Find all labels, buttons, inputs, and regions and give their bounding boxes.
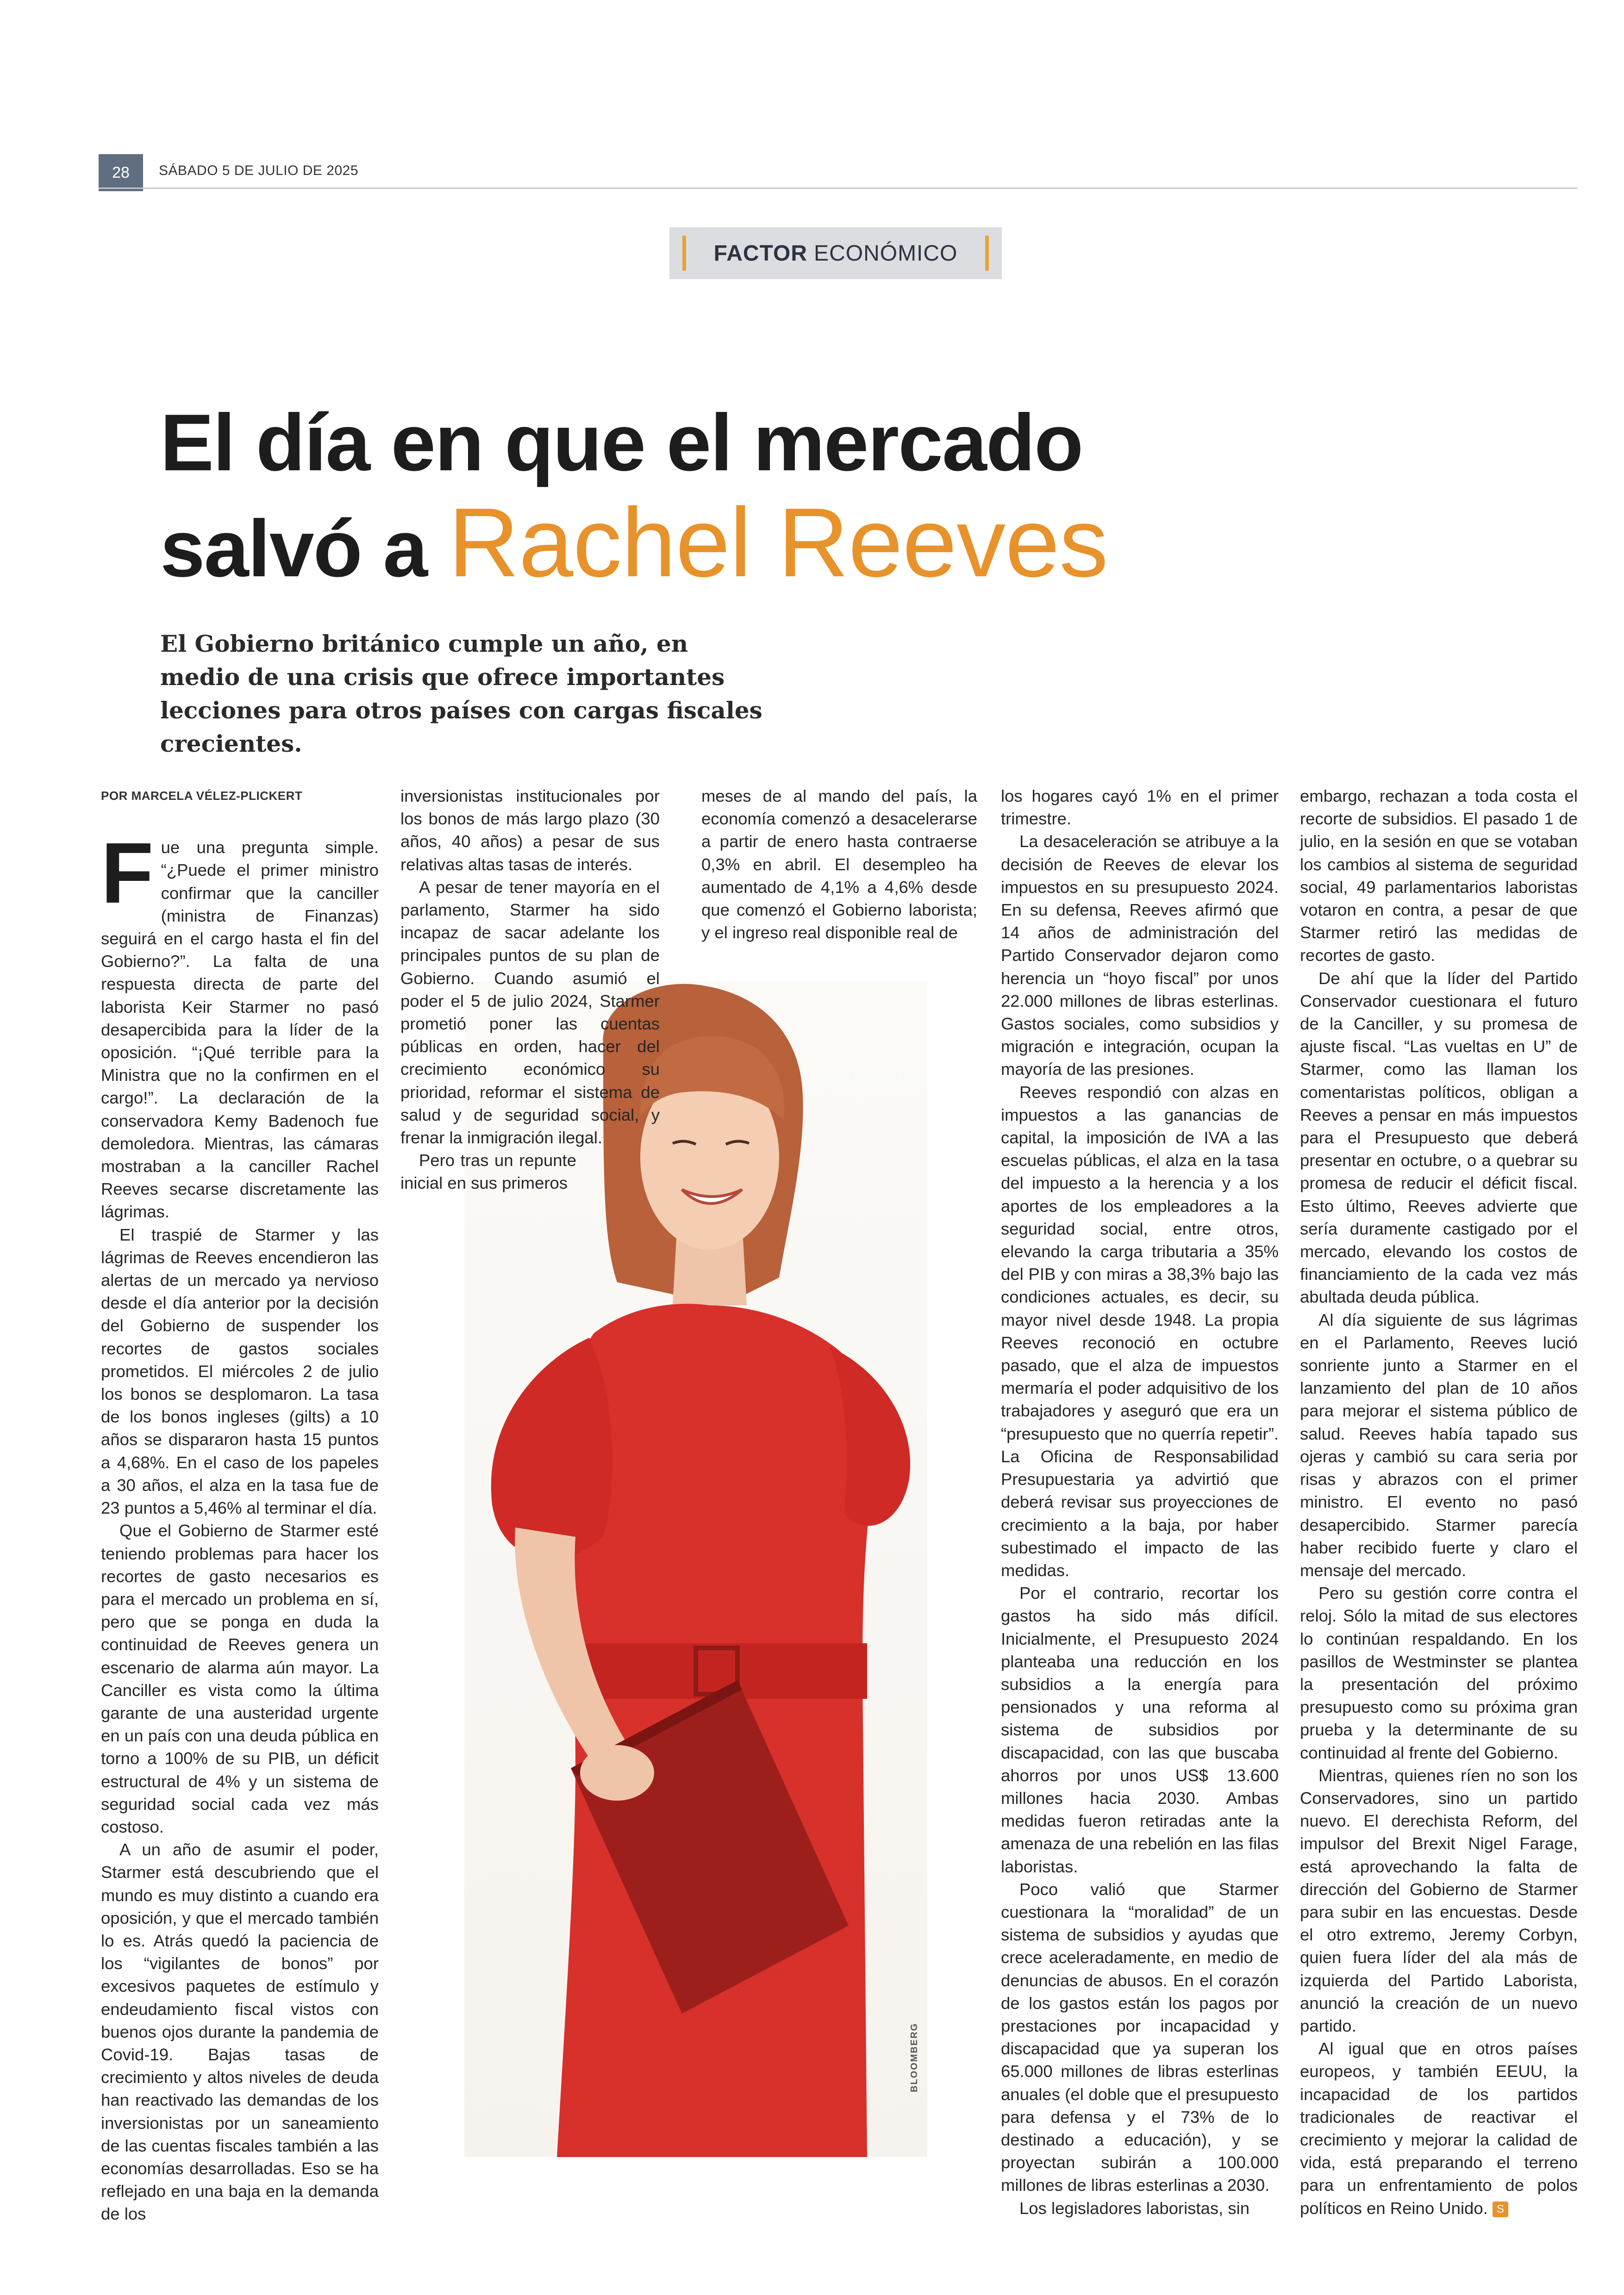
paragraph: Poco valió que Starmer cuestionara la “moralidad” de un sistema de subsidios y ayudas que crece aceleradamente, en medio de denuncias de abusos. En el corazón de los gastos están los pagos por prestaciones por incapacidad y discapacidad que ya superan los 65.000 millones de libras esterlinas anuales (el doble que el presupuesto para defensa y el 73% de lo destinado a educación), y se proyectan subirán a 100.000 millones de libras esterlinas a 2030. [1001,1879,1279,2195]
paragraph: los hogares cayó 1% en el primer trimestre. [1001,786,1279,829]
headline-line1: El día en que el mercado [160,397,1083,487]
section-tag-left-bar [682,236,686,271]
column-4 [1001,785,1279,2220]
header-divider [99,187,1578,189]
paragraph: inversionistas institucionales por los bonos de más largo plazo (30 años, 40 años) a pesar de sus relativas altas tasas de interés. [400,786,660,874]
paragraph: Los legisladores laboristas, sin [1019,2198,1250,2218]
headline-line2-plain: salvó a [160,503,449,593]
section-tag [669,227,1002,279]
section-tag-bold: FACTOR [713,241,808,266]
paragraph: Pero su gestión corre contra el reloj. Sólo la mitad de sus electores lo continúan respaldando. En los pasillos de Westminster se plantea la presentación del próximo presupuesto como su próxima gran prueba y la determinante de su continuidad al frente del Gobierno. [1300,1584,1578,1762]
paragraph [1300,2037,1578,2220]
hand [580,1745,654,1801]
headline-accent: Rachel Reeves [448,487,1108,597]
paragraph-text: Al igual que en otros países europeos, y también EEUU, la incapacidad de los partidos tradicionales de reactivar el crecimiento y mejorar la calidad de vida, está preparando el terreno para un enfrentamiento de polos políticos en Reino Unido. [1300,2039,1578,2218]
paragraph: De ahí que la líder del Partido Conservador cuestionara el futuro de la Canciller, y su promesa de ajuste fiscal. “Las vueltas en U” de Starmer, como las llaman los comentaristas políticos, obligan a Reeves a pensar en más impuestos para el Presupuesto que deberá presentar en octubre, o a quebrar su promesa de reducir el déficit fiscal. Esto último, Reeves advierte que sería duramente castigado por el mercado, elevando los costos de financiamiento de la cada vez más abultada deuda pública. [1300,968,1578,1307]
issue-date: SÁBADO 5 DE JULIO DE 2025 [159,163,359,178]
paragraph [101,825,379,1223]
paragraph: meses de al mando del país, la economía comenzó a desacelerarse a partir de enero hasta contraerse 0,3% en abril. El desempleo ha aumentado de 4,1% a 4,6% desde que comenzó el Gobierno laborista; y el ingreso real disponible real de [701,786,977,942]
column-5 [1300,785,1578,2220]
photo-credit: BLOOMBERG [909,2022,919,2092]
column-1 [101,785,379,2226]
deck: El Gobierno británico cumple un año, en medio de una crisis que ofrece importantes lecciones para otros países con cargas fiscales crecientes. [160,630,762,757]
headline-line2 [160,487,1364,599]
column-2 [400,785,676,1195]
paragraph: embargo, rechazan a toda costa el recorte de subsidios. El pasado 1 de julio, en la sesión en que se votaban los cambios al sistema de seguridad social, 49 parlamentarios laboristas votaron en contra, a pesar de que Starmer retiró las medidas de recortes de gasto. [1300,786,1578,965]
byline: POR MARCELA VÉLEZ-PLICKERT [101,789,303,803]
paragraph: Pero tras un repunte inicial en sus primeros [400,1151,576,1193]
section-tag-rest: ECONÓMICO [814,241,958,266]
paragraph: A un año de asumir el poder, Starmer está descubriendo que el mundo es muy distinto a cuando era oposición, y que el mercado también lo es. Atrás quedó la paciencia de los “vigilantes de bonos” por excesivos paquetes de estímulo y endeudamiento fiscal vistos con buenos ojos durante la pandemia de Covid-19. Bajas tasas de crecimiento y altos niveles de deuda han reactivado las demandas de los inversionistas por un saneamiento de las cuentas fiscales también a las economías desarrolladas. Eso se ha reflejado en una baja en la demanda de los [101,1840,379,2224]
paragraph: La desaceleración se atribuye a la decisión de Reeves de elevar los impuestos en su presupuesto 2024. En su defensa, Reeves afirmó que 14 años de administración del Partido Conservador dejaron como herencia un “hoyo fiscal” por unos 22.000 millones de libras esterlinas. Gastos sociales, como subsidios y migración e integración, ocupan la mayoría de las presiones. [1001,832,1279,1079]
section-tag-right-bar [985,236,989,271]
paragraph: A pesar de tener mayoría en el parlamento, Starmer ha sido incapaz de sacar adelante los principales puntos de su plan de Gobierno. Cuando asumió el poder el 5 de julio 2024, Starmer prometió poner las cuentas públicas en orden, hacer del crecimiento económico su prioridad, reformar el sistema de salud y de seguridad social, y frenar la inmigración ilegal. [400,877,660,1148]
paragraph: Reeves respondió con alzas en impuestos a las ganancias de capital, la imposición de IVA a las escuelas públicas, el alza en la tasa del impuesto a la herencia y a los aportes de los empleadores a la seguridad social, entre otros, elevando la carga tributaria a 35% del PIB y con miras a 38,3% bajo las condiciones actuales, es decir, su mayor nivel desde 1948. La propia Reeves reconoció en octubre pasado, que el alza de impuestos mermaría el poder adquisitivo de los trabajadores y aseguró que era un “presupuesto que no querría repetir”. La Oficina de Responsabilidad Presupuestaria ya advirtió que deberá revisar sus proyecciones de crecimiento a la baja, por haber subestimado el impacto de las medidas. [1001,1082,1279,1580]
column-3 [701,785,977,944]
paragraph: Que el Gobierno de Starmer esté teniendo problemas para hacer los recortes de gasto necesarios es para el mercado un problema en sí, pero que se ponga en duda la continuidad de Reeves genera un escenario de alarma aún mayor. La Canciller es vista como la última garante de una austeridad urgente en un país con una deuda pública en torno a 100% de su PIB, un déficit estructural de 4% y un sistema de seguridad social cada vez más costoso. [101,1521,379,1836]
end-mark-icon: S [1493,2201,1508,2217]
paragraph: Mientras, quienes ríen no son los Conservadores, sino un partido nuevo. El derechista Reform, del impulsor del Brexit Nigel Farage, está aprovechando la falta de dirección del Gobierno de Starmer para subir en las encuestas. Desde el otro extremo, Jeremy Corbyn, quien fuera líder del ala más de izquierda del Partido Laborista, anunció la creación de un nuevo partido. [1300,1765,1578,2035]
sleeve-left [491,1338,612,1559]
paragraph: El traspié de Starmer y las lágrimas de Reeves encendieron las alertas de un mercado ya nervioso desde el día anterior por la decisión del Gobierno de suspender los recortes de gastos sociales prometidos. El miércoles 2 de julio los bonos se desplomaron. La tasa de los bonos ingleses (gilts) a 10 años se dispararon hasta 15 puntos a 4,68%. En el caso de los papeles a 30 años, el alza en la tasa fue de 23 puntos a 5,46% al terminar el día. [101,1225,379,1518]
page-number: 28 [99,154,143,191]
paragraph: Al día siguiente de sus lágrimas en el Parlamento, Reeves lució sonriente junto a Starmer en el lanzamiento del plan de 10 años para mejorar el sistema público de salud. Reeves había tapado sus ojeras y cambió su cara seria por risas y abrazos con el primer ministro. El evento no pasó desapercibido. Starmer parecía haber recibido fuerte y claro el mensaje del mercado. [1300,1310,1578,1580]
paragraph-text: ue una pregunta simple. “¿Puede el primer ministro confirmar que la canciller (ministra de Finanzas) seguirá en el cargo hasta el fin del Gobierno?”. La falta de una respuesta directa de parte del laborista Keir Starmer no pasó desapercibida para la líder de la oposición. “¡Qué terrible para la Ministra que no la confirmen en el cargo!”. La declaración de la conservadora Kemy Badenoch fue demoledora. Mientras, las cámaras mostraban a la canciller Rachel Reeves secarse discretamente las lágrimas. [101,838,379,1222]
paragraph: Por el contrario, recortar los gastos ha sido más difícil. Inicialmente, el Presupuesto 2024 planteaba una reducción en los subsidios a la energía para pensionados y una reforma al sistema de subsidios por discapacidad, con las que buscaba ahorros por unos US$ 13.600 millones hacia 2030. Ambas medidas fueron retiradas ante la amenaza de una rebelión en las filas laboristas. [1001,1584,1279,1876]
headline [160,393,1364,599]
drop-cap: F [101,825,154,922]
